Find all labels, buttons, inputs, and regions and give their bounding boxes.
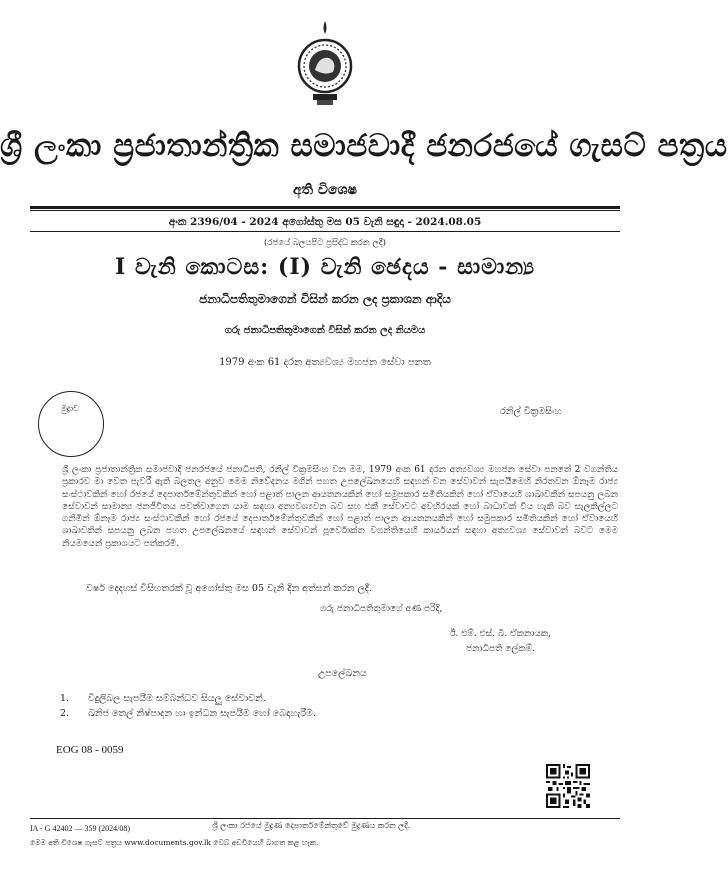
header-divider — [30, 206, 620, 209]
header-divider — [30, 210, 620, 211]
part-subtitle: ජනාධිපතිතුමාගෙන් විසින් කරන ලද ප්‍රකාශන ආදිය — [199, 292, 451, 306]
footer-printed-by: ශ්‍රී ලංකා රජයේ මුද්‍රණ දෙපාර්තමේන්තුවේ මුද්‍රණය කරන ලදී. — [212, 821, 411, 830]
issue-divider — [30, 231, 620, 232]
schedule-heading: උපලේඛනය — [318, 668, 367, 679]
part-title: I වැනි කොටස: (I) වැනි ඡෙදය - සාමාන්‍ය — [115, 254, 535, 280]
reference-code: EOG 08 - 0059 — [56, 744, 124, 756]
seal-circle — [38, 391, 104, 457]
national-emblem-icon — [295, 18, 355, 108]
order-body-paragraph: ශ්‍රී ලංකා ප්‍රජාතාන්ත්‍රික සමාජවාදී ජනරජයේ ජනාධිපති, රනිල් වික්‍රමසිංහ වන මම, 1979 අංක 61 දරන අත්‍යවශ්‍ය මහජන සේවා පනතේ 2 වගන්තිය ප්‍රකාරව මා වෙත පැවරී ඇති බලතල අනුව මෙම නිවේදනය මගින් පහත උපලේඛනයෙහි සඳහන් වන සේවාවන් සැපයීමෙහි නිරතවන ඕනෑම රාජ්‍ය සංස්ථාවකින් හෝ රජයේ දෙපාර්තමේන්තුවකින් හෝ පළාත් පාලන ආයතනයකින් හෝ සමුපකාර සමිතියකින් හෝ ඒවායෙහි ශාඛාවකින් සපයනු ලබන සේවාවන් සාමාන්‍ය ජනජීවිතය පවත්වාගෙන යාම සඳහා අත්‍යවශ්‍යවන බව සහ එකී සේවාවට අවහිරයක් හෝ බාධාවක් විය හැකි බව සැලකිල්ලට ගනිමින් ඕනෑම රාජ්‍ය සංස්ථාවකින් හෝ රජයේ දෙපාර්තමේන්තුවකින් හෝ පළාත් පාලන ආයතනයකින් හෝ සමුපකාර සමිතියකින් හෝ ඒවායෙහි ශාඛාවකින් සපයනු ලබන පහත උපලේඛනයේ සඳහන් සේවාවන් පූර්වොක්ත වගන්තියෙහි කාර්යයන් සඳහා අත්‍යවශ්‍ය සේවාවන් බවට මෙම නියමයෙන් ප්‍රකාශයට පත්කරමි. — [62, 465, 618, 549]
schedule-list — [60, 693, 560, 723]
secretary-title: ජනාධිපති ලේකම්. — [466, 644, 535, 654]
qr-code-icon — [546, 764, 590, 808]
published-by-authority: (රජයේ බලයපිට ප්‍රසිද්ධ කරන ලදී) — [264, 238, 386, 248]
list-item-number: 2. — [60, 708, 70, 719]
given-date-line: වර්ෂ දෙදහස් විසිහතරක් වූ අගෝස්තු මස 05 වැනි දින අත්සන් කරන ලදී. — [86, 583, 372, 594]
footer-print-code: IA - G 42402 — 359 (2024/08) — [30, 824, 130, 833]
seal-label: මුද්‍රාව — [61, 404, 79, 413]
footer-website-note: මෙම අති විශෙෂ ගැසට් පත්‍රය www.documents.gov.lk වෙබ් අඩවියෙහි බාගත කළ හැක. — [30, 838, 319, 847]
footer-divider — [30, 818, 620, 819]
list-item-number: 1. — [60, 693, 70, 704]
list-item — [60, 708, 560, 719]
list-item-text: ඛනිජ තෙල් නිෂ්පාදන හා ඉන්ධන සැපයීම හෝ බෙදාහැරීම. — [88, 708, 317, 719]
issue-number-line: අංක 2396/04 - 2024 අගෝස්තු මස 05 වැනි සඳුදා - 2024.08.05 — [168, 216, 482, 228]
list-item-text: විදුලිබල සැපයීම සම්බන්ධව සියලු සේවාවන්. — [88, 693, 266, 704]
gazette-title: ශ්‍රී ලංකා ප්‍රජාතාන්ත්‍රික සමාජවාදී ජනරජයේ ගැසට් පත්‍රය — [0, 128, 728, 164]
order-heading: ගරු ජනාධිපතිතුමාගෙන් විසින් කරන ලද නියමය — [224, 325, 426, 336]
act-title: 1979 අංක 61 දරන අත්‍යවශ්‍ය මහජන සේවා පනත — [219, 357, 431, 368]
secretary-name: ඊ. එම්. එස්. බී. ඒකනායක, — [450, 629, 551, 639]
extraordinary-label: අති විශෙෂ — [293, 182, 357, 198]
president-signature-name: රනිල් වික්‍රමසිංහ — [500, 406, 562, 417]
list-item — [60, 693, 560, 704]
by-order-line: ගරු ජනාධිපතිතුමාගේ අණ පරිදි, — [320, 604, 443, 614]
